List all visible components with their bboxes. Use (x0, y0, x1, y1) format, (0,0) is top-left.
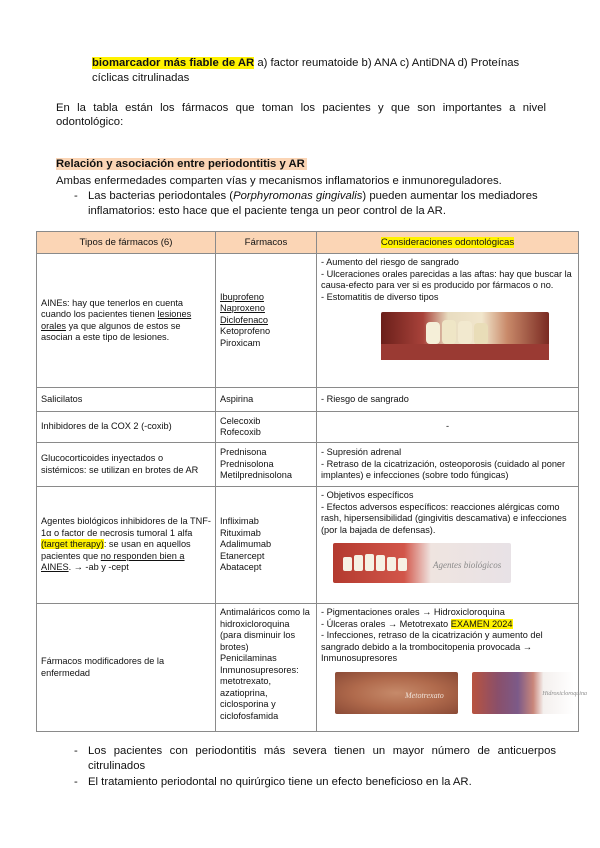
table-row-aines (37, 254, 579, 388)
cell-notes: - (317, 412, 579, 443)
cell-drugs: Ibuprofeno Naproxeno Diclofenaco Ketoprofeno Piroxicam (216, 254, 317, 388)
cell-drugs: Celecoxib Rofecoxib (216, 412, 317, 443)
metotrexato-photo (335, 672, 458, 714)
conclusion-item: - Los pacientes con periodontitis más severa tienen un mayor número de anticuerpos citrulinados (74, 745, 556, 772)
section-bullet: - Las bacterias periodontales (Porphyromonas gingivalis) pueden aumentar los mediadores inflamatorios: esto hace que el paciente tenga un peor control de la AR. (74, 190, 538, 217)
table-row-cox2 (37, 412, 579, 443)
header-tipos: Tipos de fármacos (6) (37, 232, 216, 254)
cell-type: Agentes biológicos inhibidores de la TNF-1α o factor de necrosis tumoral 1 alfa (target therapy): se usan en aquellos pacientes que no responden bien a AINES. → -ab y -cept (37, 487, 216, 604)
cell-drugs: Aspirina (216, 388, 317, 412)
teeth-illustration (381, 312, 549, 360)
table-row-salicilatos (37, 388, 579, 412)
gingiva-illustration (333, 543, 511, 583)
question-keyword: biomarcador más fiable de AR (92, 57, 255, 69)
cell-drugs: Antimaláricos como la hidroxicloroquina (para disminuir los brotes) Penicilaminas Inmunosupresores: metotrexato, azatioprina, ciclosporina y ciclofosfamida (216, 604, 317, 732)
aines-photo (381, 312, 549, 360)
drug-table (36, 231, 587, 732)
cell-drugs: Infliximab Rituximab Adalimumab Etanercept Abatacept (216, 487, 317, 604)
header-consideraciones: Consideraciones odontológicas (317, 232, 579, 254)
table-row-modificadores (37, 604, 579, 732)
photo-caption-hidroxicloroquina: Hidroxicloroquina (542, 690, 587, 697)
table-row-glucocorticoides (37, 443, 579, 487)
quiz-question (92, 56, 547, 86)
section-body (56, 174, 556, 219)
cell-type: Glucocorticoides inyectados o sistémicos: se utilizan en brotes de AR (37, 443, 216, 487)
cell-type: Fármacos modificadores de la enfermedad (37, 604, 216, 732)
photo-caption-biologicos: Agentes biológicos (433, 560, 502, 570)
table-intro-paragraph: En la tabla están los fármacos que toman los pacientes y que son importantes a nivel odontológico: (56, 102, 546, 128)
conclusion-item: - El tratamiento periodontal no quirúrgico tiene un efecto beneficioso en la AR. (74, 776, 472, 788)
cell-type: AINEs: hay que tenerlos en cuenta cuando los pacientes tienen lesiones orales ya que algunos de estos se asocian a este tipo de lesiones. (37, 254, 216, 388)
modificadores-photos (335, 672, 587, 714)
biologicos-photo (333, 543, 511, 583)
hidroxicloroquina-photo (472, 672, 587, 714)
cell-type: Inhibidores de la COX 2 (-coxib) (37, 412, 216, 443)
cell-notes: - Objetivos específicos - Efectos adversos específicos: reacciones alérgicas como rash, hipersensibilidad (gingivitis descamativa) e infecciones (por la bajada de defensas). Agentes biológicos (317, 487, 579, 604)
cell-notes: - Pigmentaciones orales → Hidroxicloroquina - Úlceras orales → Metotrexato EXAMEN 2024 - Infecciones, retraso de la cicatrización y aumento del sangrado debido a la trombocitopenia provocada → Inmunosupresores Metotrexato Hidroxicloroquina (317, 604, 579, 732)
section-heading: Relación y asociación entre periodontitis y AR (56, 158, 305, 170)
dash-bullet-icon: - (74, 776, 78, 788)
photo-caption-metotrexato: Metotrexato (405, 690, 444, 700)
header-farmacos: Fármacos (216, 232, 317, 254)
conclusions-list (56, 744, 556, 790)
dash-bullet-icon: - (74, 745, 78, 757)
dash-bullet-icon: - (74, 190, 78, 202)
question-options: a) factor reumatoide b) ANA c) AntiDNA d) Proteínas cíclicas citrulinadas (92, 57, 520, 84)
section-paragraph: Ambas enfermedades comparten vías y mecanismos inflamatorios e inmunoreguladores. (56, 175, 502, 187)
table-row-biologicos (37, 487, 579, 604)
cell-notes: - Riesgo de sangrado (317, 388, 579, 412)
table-header-row (37, 232, 579, 254)
cell-type: Salicilatos (37, 388, 216, 412)
bacteria-name: Porphyromonas gingivalis (233, 190, 363, 202)
cell-notes: - Aumento del riesgo de sangrado - Ulceraciones orales parecidas a las aftas: hay que buscar la causa-efecto para ver si es producido por fármacos o no. - Estomatitis de diverso tipos (317, 254, 579, 388)
cell-drugs: Prednisona Prednisolona Metilprednisolona (216, 443, 317, 487)
cell-notes: - Supresión adrenal - Retraso de la cicatrización, osteoporosis (cuidado al poner implantes) e infecciones (sobre todo fúngicas) (317, 443, 579, 487)
